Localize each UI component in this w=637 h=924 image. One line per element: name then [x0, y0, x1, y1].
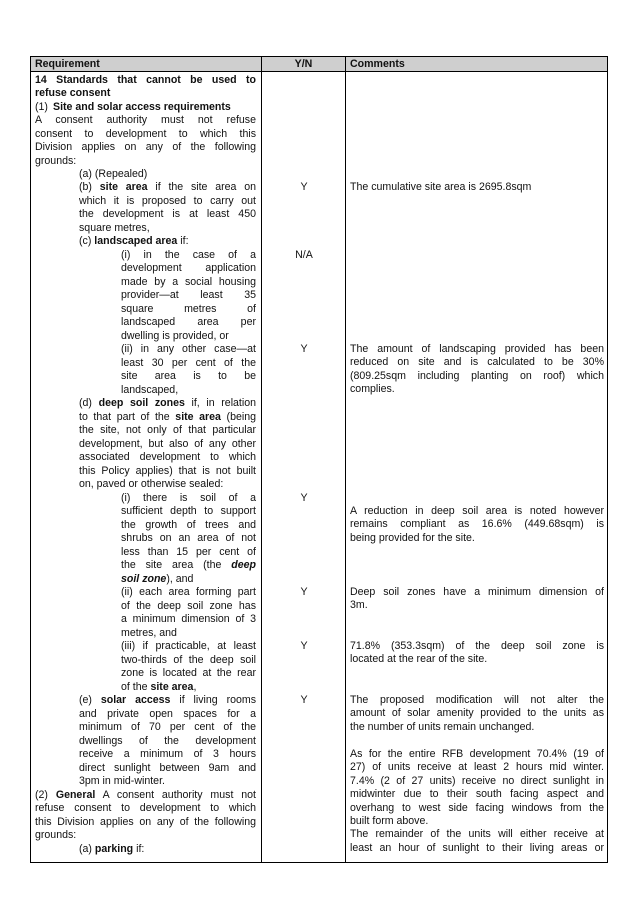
requirement-line: refuse consent to development to which [35, 802, 256, 814]
requirement-line: to that part of the site area (being [79, 411, 256, 423]
comment-line: The remainder of the units will either receive at [350, 828, 604, 841]
requirement-line: soil zone), and [121, 573, 194, 585]
requirement-line: associated development to which [79, 451, 256, 463]
requirement-line: grounds: [35, 829, 77, 841]
comment-line: being provided for the site. [350, 531, 475, 544]
requirement-line: dwelling is provided, or [121, 330, 229, 342]
requirement-line: square metres of [121, 303, 256, 315]
requirement-line: (i) there is soil of a [121, 492, 256, 504]
yn-value: N/A [295, 249, 313, 261]
requirement-line: square metres, [79, 222, 150, 234]
comment-line: Deep soil zones have a minimum dimension of [350, 586, 604, 598]
requirement-line: development, but also of any other [79, 438, 256, 450]
requirement-line: the development is at least 450 [79, 208, 256, 220]
requirement-line: (2) General A consent authority must not [35, 789, 256, 801]
requirement-cell [31, 72, 262, 863]
requirement-line: A consent authority must not refuse [35, 114, 256, 126]
requirement-line: this Division applies on any of the following [35, 816, 256, 828]
requirement-line: (ii) each area forming part [121, 586, 256, 598]
comment-line: 7.4% (2 of 27 units) receive no direct sunlight in [350, 774, 604, 787]
comment-line: overhang to west side facing windows from the [350, 801, 604, 814]
comment-line: As for the entire RFB development 70.4% (19 of [350, 748, 604, 760]
requirement-line: Site and solar access requirements [53, 101, 231, 113]
compliance-table [30, 56, 608, 863]
requirement-line: receive a minimum of 3 hours [79, 748, 256, 760]
comment-line: 27) of units receive at least 2 hours mid winter. [350, 761, 604, 774]
requirement-line: 3pm in mid-winter. [79, 775, 165, 787]
yn-value: Y [300, 640, 308, 652]
requirement-line: landscaped, [121, 384, 179, 396]
comment-line: least an hour of sunlight to their living areas or [350, 841, 604, 854]
requirement-line: Division applies on any of the following [35, 141, 256, 153]
requirement-line: the site area (the deep [121, 559, 256, 571]
comment-line: built form above. [350, 815, 429, 828]
requirement-line: refuse consent [35, 87, 111, 99]
comment-line: 71.8% (353.3sqm) of the deep soil zone is [350, 640, 604, 652]
requirement-line: shrubs on an area of not [121, 532, 256, 544]
comment-block [350, 343, 604, 397]
requirement-line: (1) [35, 101, 48, 113]
requirement-line: (i) in the case of a [121, 249, 256, 261]
comments-cell [346, 72, 608, 863]
requirement-line: grounds: [35, 155, 77, 167]
requirement-line: development application [121, 262, 256, 274]
requirement-line: least 30 per cent of the [121, 357, 256, 369]
yn-value: Y [300, 343, 308, 355]
requirement-line: made by a social housing [121, 276, 256, 288]
comment-line: complies. [350, 383, 395, 396]
requirement-line: (b) site area if the site area on [79, 181, 256, 193]
header-comments: Comments [346, 57, 608, 72]
comment-line: The amount of landscaping provided has been [350, 343, 604, 355]
comment-block [350, 505, 604, 545]
yn-value: Y [300, 586, 308, 598]
comment-line: located at the rear of the site. [350, 653, 488, 666]
requirement-line: (d) deep soil zones if, in relation [79, 397, 257, 409]
requirement-line: the growth of trees and [121, 519, 256, 531]
requirement-line: (c) landscaped area if: [79, 235, 189, 247]
comment-line: The proposed modification will not alter the [350, 694, 604, 706]
requirement-line: a minimum dimension of 3 [121, 613, 256, 625]
comment-line: amount of solar amenity provided to the units as [350, 707, 604, 720]
table-header-row [31, 57, 608, 72]
comment-block [350, 586, 604, 613]
yn-value: Y [300, 492, 308, 504]
yn-value: Y [300, 181, 308, 193]
comment-line: remains compliant as 16.6% (449.68sqm) is [350, 518, 604, 531]
requirement-line: which it is proposed to carry out [79, 195, 256, 207]
comment-line: the number of units remain unchanged. [350, 720, 535, 733]
comment-line: reduced on site and is calculated to be 30% [350, 356, 604, 369]
requirement-line: zone is located at the rear [121, 667, 256, 679]
requirement-line: dwellings of the development [79, 735, 256, 747]
requirement-line: minimum of 70 per cent of the [79, 721, 256, 733]
requirement-line: metres, and [121, 627, 177, 639]
comment-line: 3m. [350, 599, 368, 612]
table-row [31, 72, 608, 863]
requirement-line: the site, not only of that particular [79, 424, 256, 436]
requirement-line: (ii) in any other case—at [121, 343, 256, 355]
comment-line: A reduction in deep soil area is noted however [350, 505, 604, 517]
yn-value: Y [300, 694, 308, 706]
comment-block [350, 748, 604, 855]
requirement-line: site area is to be [121, 370, 256, 382]
header-yn: Y/N [262, 57, 346, 72]
requirement-line: of the deep soil zone has [121, 600, 256, 612]
comment-block [350, 694, 604, 734]
requirement-line: landscaped area per [121, 316, 256, 328]
comment-block [350, 640, 604, 667]
header-requirement: Requirement [31, 57, 262, 72]
requirement-line: sufficient depth to support [121, 505, 256, 517]
requirement-line: this Policy applies) that is not built [79, 465, 256, 477]
comment-line: (809.25sqm including planting on roof) which [350, 369, 604, 382]
requirement-line: 14 Standards that cannot be used to [35, 74, 256, 86]
requirement-line: (a) (Repealed) [79, 168, 148, 180]
requirement-line: (a) parking if: [79, 843, 145, 855]
requirement-line: and private open spaces for a [79, 708, 256, 720]
yn-cell [262, 72, 346, 863]
requirement-line: two-thirds of the deep soil [121, 654, 256, 666]
requirement-line: less than 15 per cent of [121, 546, 256, 558]
requirement-line: on, paved or otherwise sealed: [79, 478, 224, 490]
requirement-line: consent to development to which this [35, 128, 256, 140]
requirement-line: (iii) if practicable, at least [121, 640, 256, 652]
comment-line: The cumulative site area is 2695.8sqm [350, 181, 532, 193]
comment-block [350, 181, 604, 194]
requirement-line: direct sunlight between 9am and [79, 762, 256, 774]
requirement-line: of the site area, [121, 681, 197, 693]
requirement-line: provider—at least 35 [121, 289, 256, 301]
compliance-table-page [30, 56, 607, 860]
comment-line: midwinter due to their south facing aspect and [350, 788, 604, 801]
requirement-line: (e) solar access if living rooms [79, 694, 257, 706]
